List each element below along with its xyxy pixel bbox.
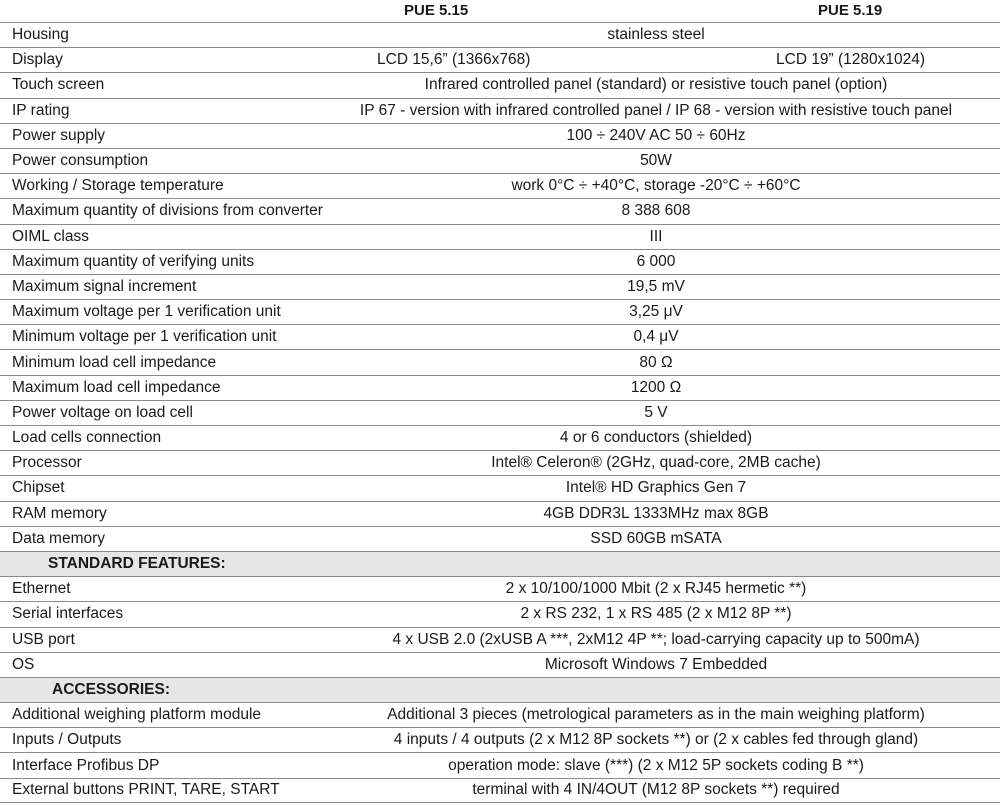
row-label: Housing	[12, 26, 69, 44]
row-label: Load cells connection	[12, 429, 162, 447]
row-label: Processor	[12, 454, 82, 472]
row-label: Working / Storage temperature	[12, 177, 224, 195]
row-label: Maximum signal increment	[12, 277, 197, 295]
row-label: Power voltage on load cell	[12, 403, 193, 421]
section-header-accessories	[0, 677, 1000, 702]
section-title: ACCESSORIES:	[52, 680, 170, 698]
row-value: Intel® HD Graphics Gen 7	[565, 479, 747, 497]
row-value: 80 Ω	[639, 353, 673, 371]
table-row	[0, 22, 1000, 47]
row-value: 8 388 608	[621, 202, 691, 220]
table-row	[0, 299, 1000, 324]
row-label: Inputs / Outputs	[12, 731, 122, 749]
row-label: Additional weighing platform module	[12, 706, 262, 724]
row-label: OS	[12, 655, 35, 673]
row-label: Ethernet	[12, 580, 71, 598]
table-row	[0, 224, 1000, 249]
table-row	[0, 173, 1000, 198]
row-value-pue-515: LCD 15,6” (1366x768)	[377, 51, 531, 69]
row-label: Display	[12, 51, 63, 69]
row-label: OIML class	[12, 227, 89, 245]
row-label: Data memory	[12, 529, 106, 547]
row-label: Minimum load cell impedance	[12, 353, 217, 371]
table-row	[0, 47, 1000, 72]
row-label: Maximum quantity of verifying units	[12, 252, 255, 270]
row-value: 1200 Ω	[630, 378, 682, 396]
table-row	[0, 198, 1000, 223]
row-label: Maximum voltage per 1 verification unit	[12, 303, 281, 321]
row-label: Power consumption	[12, 152, 149, 170]
row-value-pue-519: LCD 19” (1280x1024)	[776, 51, 926, 69]
row-value: 4GB DDR3L 1333MHz max 8GB	[543, 504, 769, 522]
row-value: 100 ÷ 240V AC 50 ÷ 60Hz	[566, 126, 746, 144]
table-row	[0, 148, 1000, 173]
table-row	[0, 501, 1000, 526]
row-value: terminal with 4 IN/4OUT (M12 8P sockets **) required	[472, 781, 840, 799]
row-value: 0,4 μV	[633, 328, 679, 346]
row-value: 19,5 mV	[627, 277, 685, 295]
row-value: 2 x RS 232, 1 x RS 485 (2 x M12 8P **)	[520, 605, 792, 623]
row-label: External buttons PRINT, TARE, START	[12, 781, 280, 799]
row-value: Infrared controlled panel (standard) or resistive touch panel (option)	[424, 76, 888, 94]
row-label: Power supply	[12, 126, 106, 144]
table-row	[0, 249, 1000, 274]
table-row	[0, 778, 1000, 803]
row-value: 6 000	[636, 252, 676, 270]
row-value: 4 or 6 conductors (shielded)	[559, 429, 753, 447]
row-label: Serial interfaces	[12, 605, 124, 623]
row-label: USB port	[12, 630, 75, 648]
table-row	[0, 475, 1000, 500]
table-row	[0, 425, 1000, 450]
row-value: Intel® Celeron® (2GHz, quad-core, 2MB cache)	[491, 454, 821, 472]
table-row	[0, 375, 1000, 400]
section-header-standard-features	[0, 551, 1000, 576]
row-label: Minimum voltage per 1 verification unit	[12, 328, 277, 346]
table-row	[0, 123, 1000, 148]
table-header	[0, 0, 1000, 22]
model-header-pue-519: PUE 5.19	[818, 2, 883, 19]
table-row	[0, 752, 1000, 777]
row-label: Maximum load cell impedance	[12, 378, 221, 396]
model-header-pue-515: PUE 5.15	[404, 2, 469, 19]
row-value: operation mode: slave (***) (2 x M12 5P sockets coding B **)	[448, 756, 864, 774]
row-value: 3,25 μV	[629, 303, 683, 321]
table-row	[0, 576, 1000, 601]
table-row	[0, 274, 1000, 299]
row-value: III	[649, 227, 663, 245]
table-row	[0, 98, 1000, 123]
table-row	[0, 627, 1000, 652]
table-row	[0, 702, 1000, 727]
table-row	[0, 324, 1000, 349]
table-row	[0, 526, 1000, 551]
row-label: Interface Profibus DP	[12, 756, 160, 774]
table-row	[0, 601, 1000, 626]
row-value: 4 x USB 2.0 (2xUSB A ***, 2xM12 4P **; load-carrying capacity up to 500mA)	[392, 630, 920, 648]
section-title: STANDARD FEATURES:	[48, 555, 226, 573]
row-value: 4 inputs / 4 outputs (2 x M12 8P sockets **) or (2 x cables fed through gland)	[393, 731, 919, 749]
row-value: stainless steel	[607, 26, 705, 44]
row-value: 5 V	[644, 403, 668, 421]
spec-table	[0, 22, 1000, 803]
row-value: Additional 3 pieces (metrological parameters as in the main weighing platform)	[387, 706, 925, 724]
row-value: 50W	[640, 152, 672, 170]
row-label: Touch screen	[12, 76, 105, 94]
row-value: work 0°C ÷ +40°C, storage -20°C ÷ +60°C	[511, 177, 801, 195]
row-value: Microsoft Windows 7 Embedded	[544, 655, 768, 673]
table-row	[0, 72, 1000, 97]
row-value: 2 x 10/100/1000 Mbit (2 x RJ45 hermetic **)	[505, 580, 807, 598]
row-label: Chipset	[12, 479, 65, 497]
row-value: IP 67 - version with infrared controlled panel / IP 68 - version with resistive touch panel	[359, 101, 953, 119]
row-label: RAM memory	[12, 504, 107, 522]
row-label: IP rating	[12, 101, 70, 119]
table-row	[0, 727, 1000, 752]
table-row	[0, 400, 1000, 425]
table-row	[0, 652, 1000, 677]
table-row	[0, 349, 1000, 374]
table-row	[0, 450, 1000, 475]
row-value: SSD 60GB mSATA	[590, 529, 722, 547]
row-label: Maximum quantity of divisions from converter	[12, 202, 323, 220]
